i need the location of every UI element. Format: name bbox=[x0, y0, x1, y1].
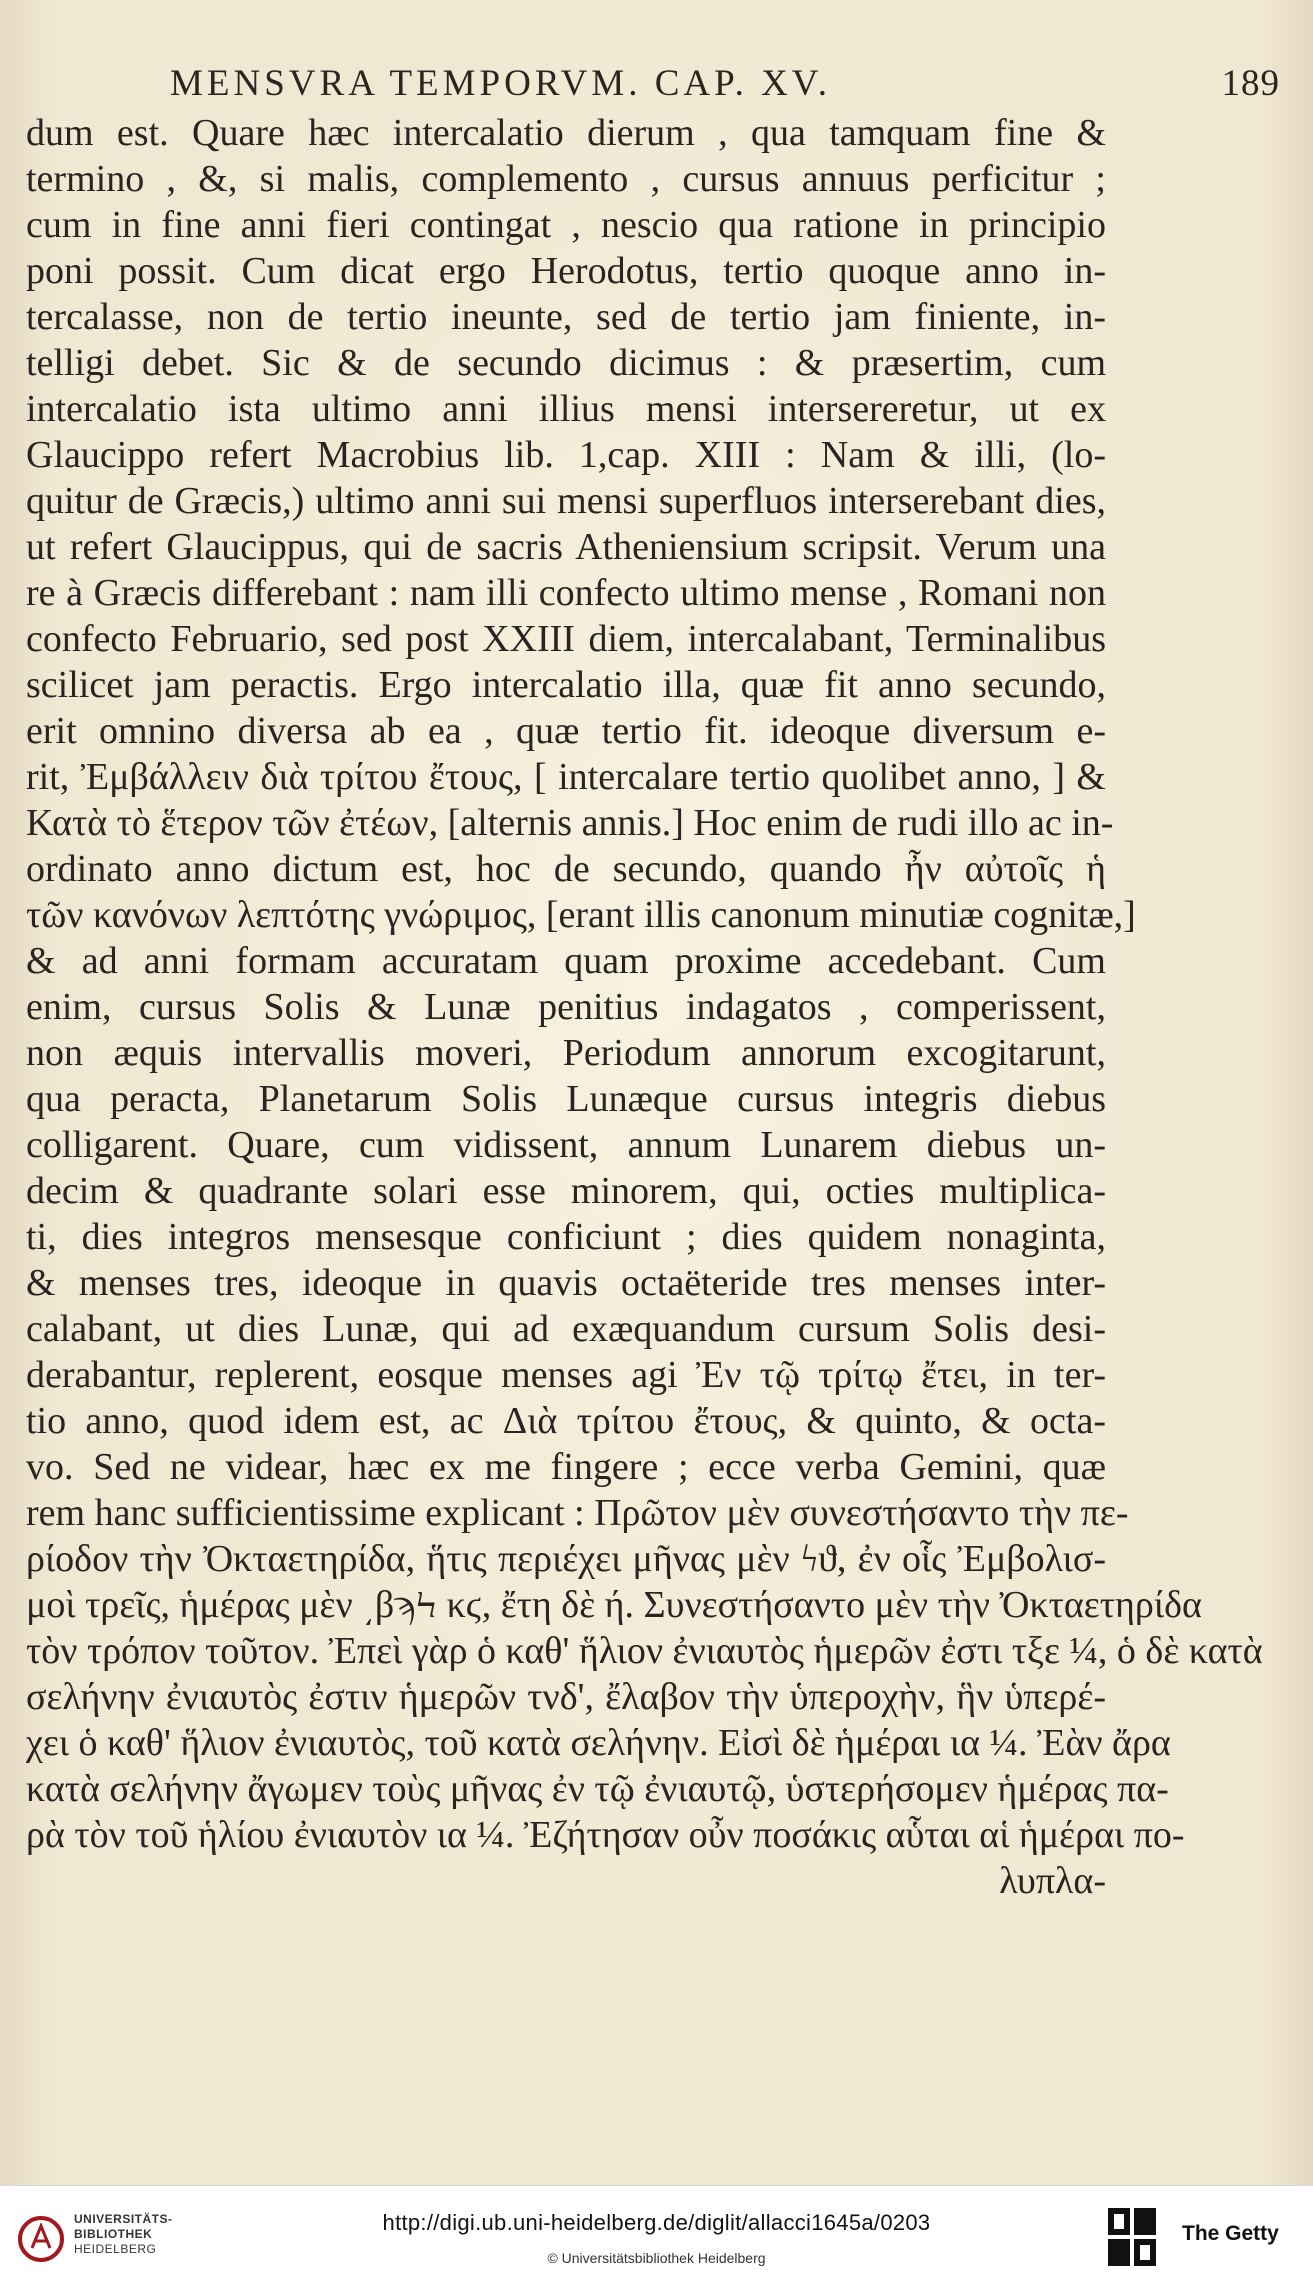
text-line: χει ὁ καθ' ἥλιον ἐνιαυτὸς, τοῦ κατὰ σελήνην. Εἰσὶ δὲ ἡμέραι ια ¼. Ἐὰν ἄρα bbox=[26, 1722, 1171, 1764]
getty-logo-icon bbox=[1106, 2206, 1158, 2268]
text-line: decim & quadrante solari esse minorem, qui, octies multiplica- bbox=[26, 1170, 1106, 1212]
viewer-footer bbox=[0, 2185, 1313, 2285]
text-line: σελήνην ἐνιαυτὸς ἐστιν ἡμερῶν τνδ', ἔλαβον τὴν ὑπεροχὴν, ἣν ὑπερέ- bbox=[26, 1676, 1106, 1718]
text-line: qua peracta, Planetarum Solis Lunæque cursus integris diebus bbox=[26, 1078, 1106, 1120]
text-line: scilicet jam peractis. Ergo intercalatio illa, quæ fit anno secundo, bbox=[26, 664, 1106, 706]
text-line: μοὶ τρεῖς, ἡμέρας μὲν ͵βϡϞ κϛ, ἔτη δὲ ή. Συνεστήσαντο μὲν τὴν Ὀκταετηρίδα bbox=[26, 1584, 1202, 1626]
text-line: ρίοδον τὴν Ὀκταετηρίδα, ἥτις περιέχει μῆνας μὲν ϟϑ, ἐν οἷς Ἐμβολισ- bbox=[26, 1538, 1106, 1580]
text-line: intercalatio ista ultimo anni illius mensi intersereretur, ut ex bbox=[26, 388, 1106, 430]
text-line: re à Græcis differebant : nam illi confecto ultimo mense , Romani non bbox=[26, 572, 1106, 614]
text-line: κατὰ σελήνην ἄγωμεν τοὺς μῆνας ἐν τῷ ἐνιαυτῷ, ὑστερήσομεν ἡμέρας πα- bbox=[26, 1768, 1169, 1810]
text-line: poni possit. Cum dicat ergo Herodotus, tertio quoque anno in- bbox=[26, 250, 1106, 292]
text-line: rem hanc sufficientissime explicant : Πρῶτον μὲν συνεστήσαντο τὴν πε- bbox=[26, 1492, 1129, 1534]
text-line: ti, dies integros mensesque conficiunt ; dies quidem nonaginta, bbox=[26, 1216, 1106, 1258]
body-text bbox=[26, 110, 1263, 1910]
text-line: & menses tres, ideoque in quavis octaëteride tres menses inter- bbox=[26, 1262, 1106, 1304]
text-line: vo. Sed ne videar, hæc ex me fingere ; ecce verba Gemini, quæ bbox=[26, 1446, 1106, 1488]
text-line: τῶν κανόνων λεπτότης γνώριμος, [erant illis canonum minutiæ cognitæ,] bbox=[26, 894, 1136, 936]
text-line: ρὰ τὸν τοῦ ἡλίου ἐνιαυτὸν ια ¼. Ἐζήτησαν οὖν ποσάκις αὗται αἱ ἡμέραι πο- bbox=[26, 1814, 1185, 1856]
text-line: cum in fine anni fieri contingat , nescio qua ratione in principio bbox=[26, 204, 1106, 246]
text-line: & ad anni formam accuratam quam proxime accedebant. Cum bbox=[26, 940, 1106, 982]
text-line: enim, cursus Solis & Lunæ penitius indagatos , comperissent, bbox=[26, 986, 1106, 1028]
text-line: τὸν τρόπον τοῦτον. Ἐπεὶ γὰρ ὁ καθ' ἥλιον ἐνιαυτὸς ἡμερῶν ἐστι τξε ¼, ὁ δὲ κατὰ bbox=[26, 1630, 1263, 1672]
text-line: termino , &, si malis, complemento , cursus annuus perficitur ; bbox=[26, 158, 1106, 200]
text-line: non æquis intervallis moveri, Periodum annorum excogitarunt, bbox=[26, 1032, 1106, 1074]
text-line: tio anno, quod idem est, ac Διὰ τρίτου ἔτους, & quinto, & octa- bbox=[26, 1400, 1106, 1442]
partner-name: The Getty bbox=[1182, 2222, 1279, 2245]
text-line: quitur de Græcis,) ultimo anni sui mensi superfluos interserebant dies, bbox=[26, 480, 1106, 522]
text-line: tercalasse, non de tertio ineunte, sed de tertio jam finiente, in- bbox=[26, 296, 1106, 338]
text-line: erit omnino diversa ab ea , quæ tertio fit. ideoque diversum e- bbox=[26, 710, 1106, 752]
catchword: λυπλα- bbox=[999, 1860, 1106, 1902]
text-line: Κατὰ τὸ ἕτερον τῶν ἐτέων, [alternis annis.] Hoc enim de rudi illo ac in- bbox=[26, 802, 1114, 844]
page-number: 189 bbox=[1221, 63, 1280, 104]
copyright-notice: © Universitätsbibliothek Heidelberg bbox=[547, 2250, 766, 2266]
library-name: UNIVERSITÄTS- BIBLIOTHEK HEIDELBERG bbox=[74, 2212, 173, 2256]
text-line: colligarent. Quare, cum vidissent, annum Lunarem diebus un- bbox=[26, 1124, 1106, 1166]
text-line: telligi debet. Sic & de secundo dicimus : & præsertim, cum bbox=[26, 342, 1106, 384]
text-line: Glaucippo refert Macrobius lib. 1,cap. XIII : Nam & illi, (lo- bbox=[26, 434, 1106, 476]
text-line: confecto Februario, sed post XXIII diem, intercalabant, Terminalibus bbox=[26, 618, 1106, 660]
running-head bbox=[170, 62, 1280, 112]
text-line: calabant, ut dies Lunæ, qui ad exæquandum cursum Solis desi- bbox=[26, 1308, 1106, 1350]
text-line: derabantur, replerent, eosque menses agi Ἐν τῷ τρίτῳ ἔτει, in ter- bbox=[26, 1354, 1106, 1396]
text-line: ut refert Glaucippus, qui de sacris Atheniensium scripsit. Verum una bbox=[26, 526, 1106, 568]
text-line: ordinato anno dictum est, hoc de secundo, quando ἦν αὐτοῖς ἡ bbox=[26, 848, 1106, 890]
permalink[interactable]: http://digi.ub.uni-heidelberg.de/diglit/allacci1645a/0203 bbox=[382, 2210, 931, 2235]
text-line: rit, Ἐμβάλλειν διὰ τρίτου ἔτους, [ intercalare tertio quolibet anno, ] & bbox=[26, 756, 1106, 798]
running-title: MENSVRA TEMPORVM. CAP. XV. bbox=[170, 63, 831, 104]
text-line: dum est. Quare hæc intercalatio dierum , qua tamquam fine & bbox=[26, 112, 1106, 154]
